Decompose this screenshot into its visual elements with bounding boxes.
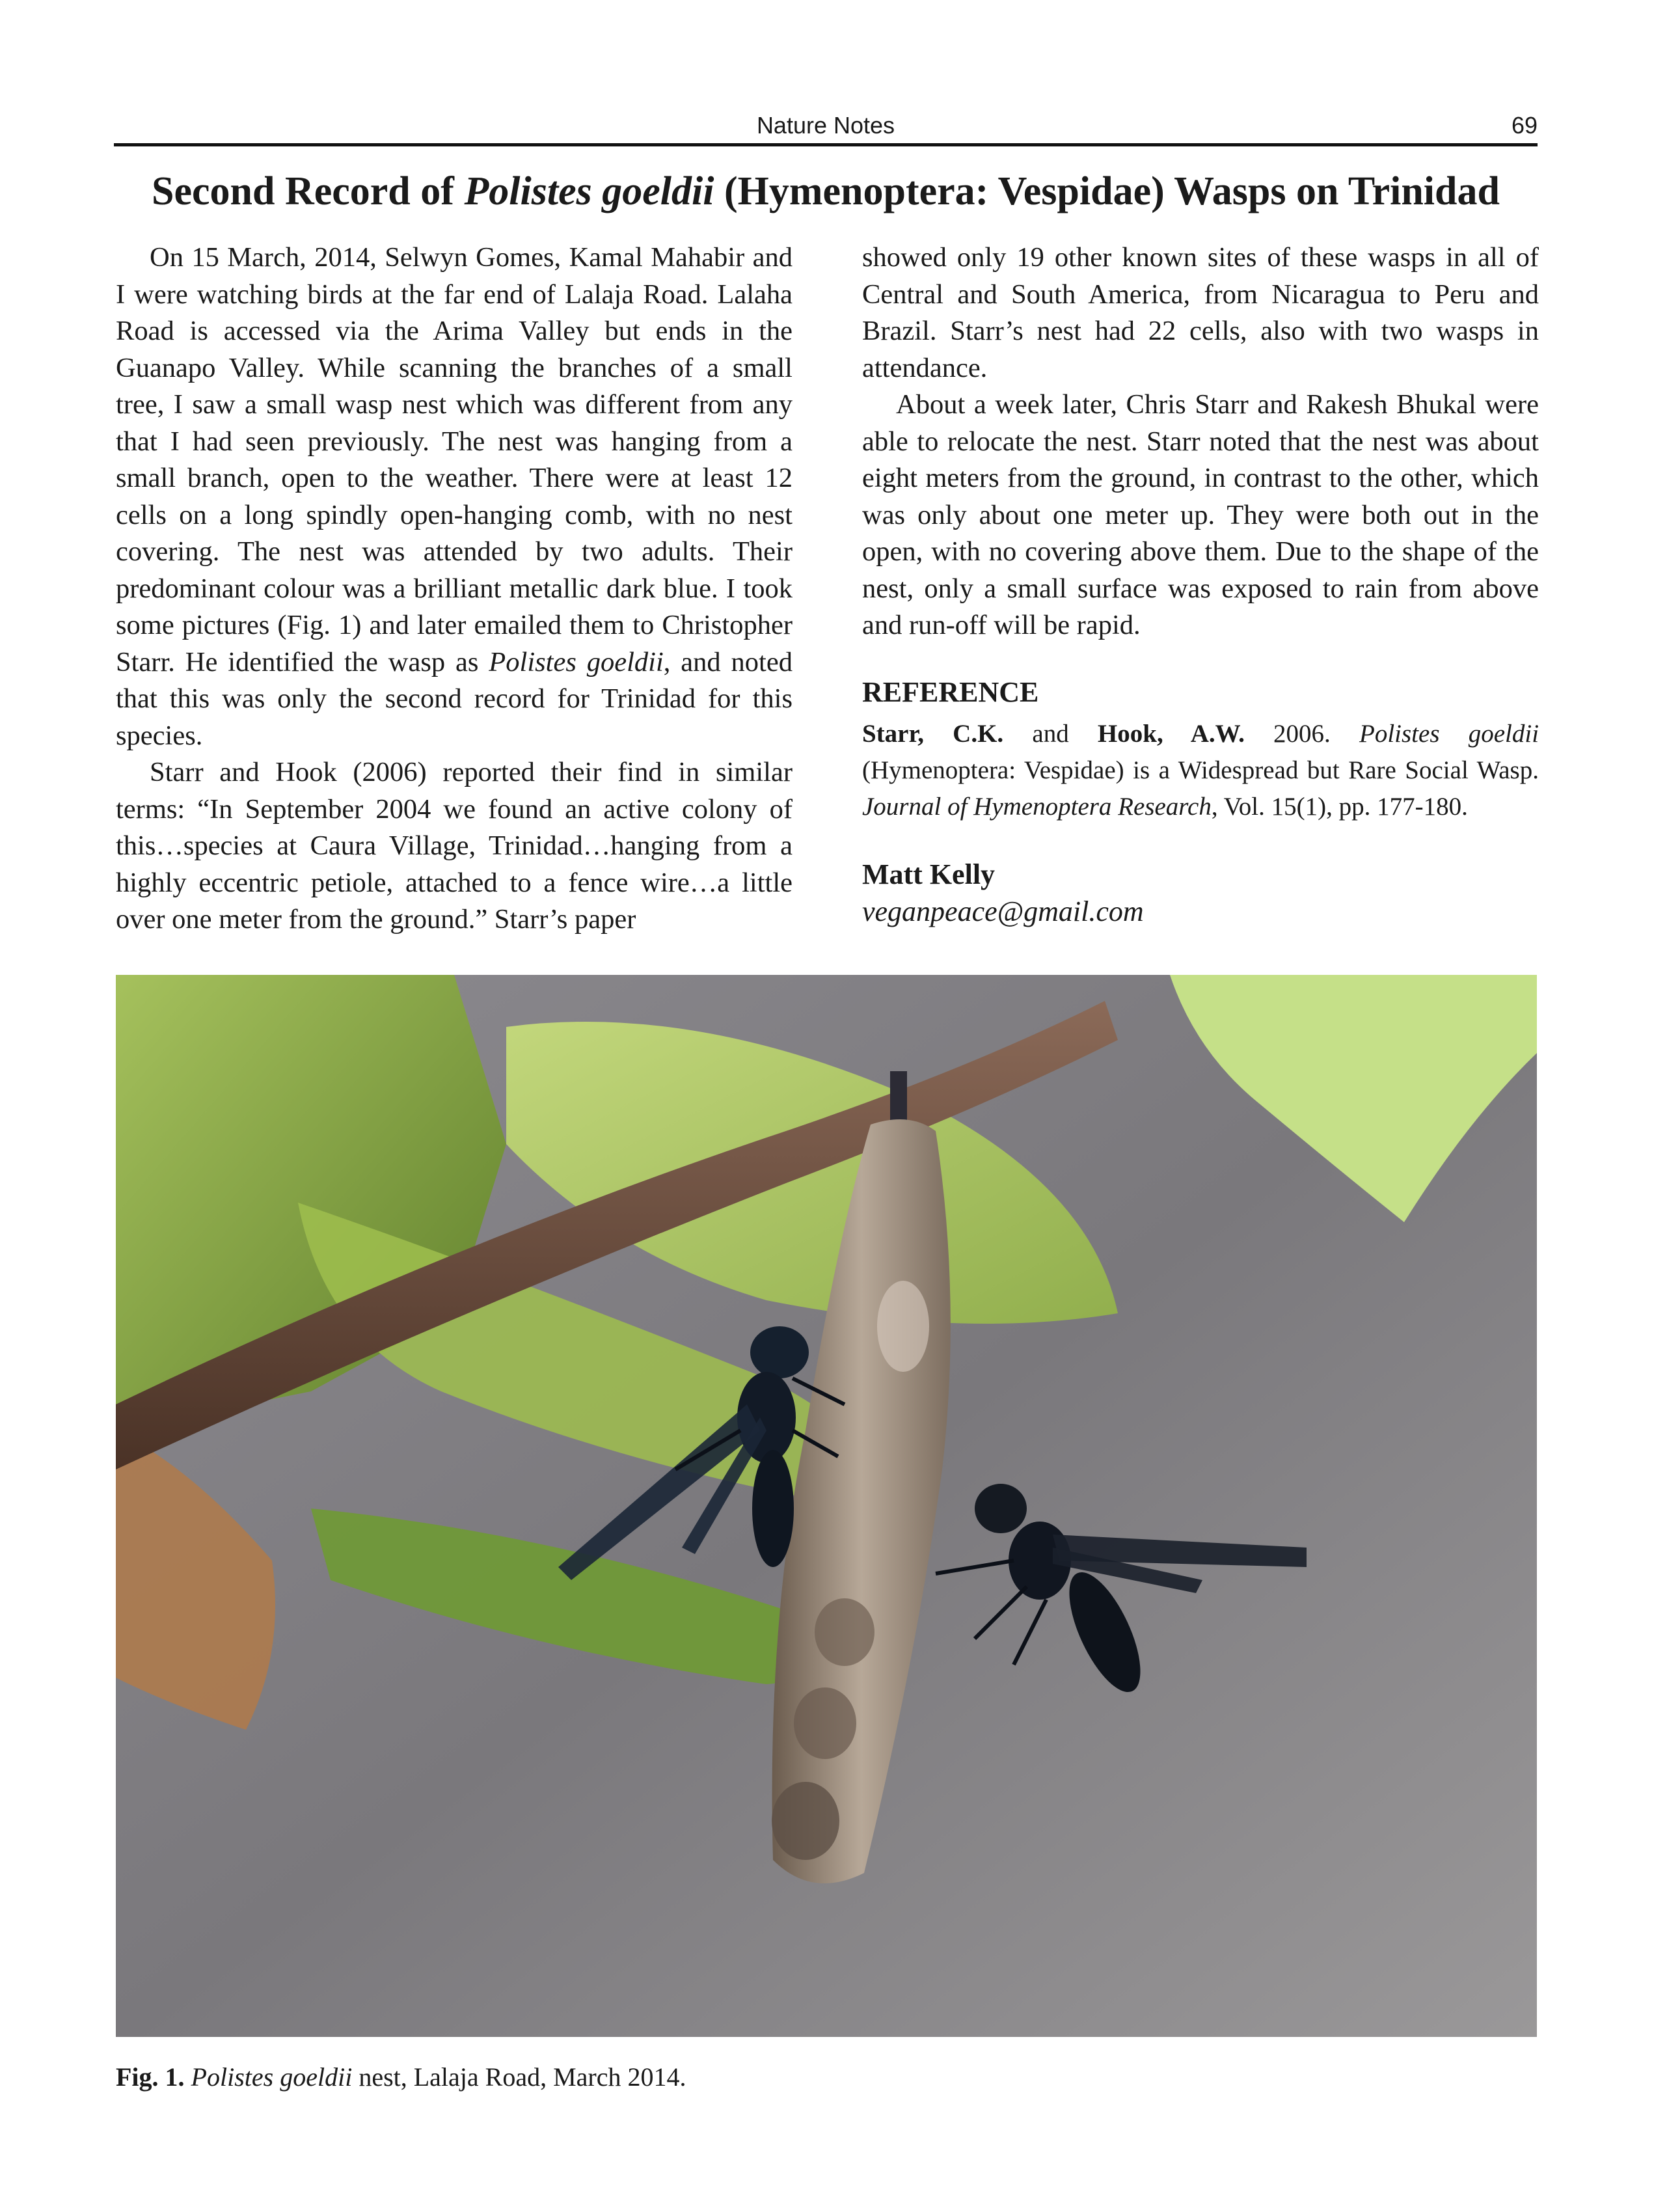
reference-heading: REFERENCE — [862, 676, 1039, 708]
running-head — [114, 109, 1538, 146]
author-email: veganpeace@gmail.com — [862, 895, 1144, 927]
reference-title: (Hymenoptera: Vespidae) is a Widespread but Rare Social Wasp. — [862, 756, 1539, 784]
paragraph-1-species: Polistes goeldii — [489, 646, 664, 677]
reference-author-2: Hook, A.W. — [1097, 720, 1245, 748]
title-suffix: (Hymenoptera: Vespidae) Wasps on Trinidad — [714, 169, 1500, 213]
caption-species: Polistes goeldii — [191, 2062, 353, 2092]
paragraph-1-end: , and noted that this was only the second record for Trinidad for this species. — [116, 646, 793, 751]
wasp-nest-photo — [116, 975, 1537, 2037]
author-name: Matt Kelly — [862, 858, 996, 890]
figure-photo — [116, 975, 1537, 2037]
figure-caption — [116, 2062, 686, 2092]
reference-title-species: Polistes goeldii — [1359, 720, 1539, 748]
reference-entry — [862, 716, 1539, 825]
reference-journal: Journal of Hymenoptera Research — [862, 793, 1212, 821]
title-species: Polistes goeldii — [464, 169, 714, 213]
reference-author-1: Starr, C.K. — [862, 720, 1004, 748]
journal-section-name: Nature Notes — [756, 112, 895, 139]
paragraph-2: Starr and Hook (2006) reported their find in similar terms: “In September 2004 we found an active colony of this…species at Caura Village, Trinidad…hanging from a highly eccentric petiole, attached to a fence wire…a little over one meter from the ground.” Starr’s paper — [116, 757, 793, 935]
article-title — [114, 165, 1538, 217]
figure-label: Fig. 1. — [116, 2062, 185, 2092]
reference-and: and — [1003, 720, 1098, 748]
page-number: 69 — [1511, 112, 1538, 139]
paragraph-1 — [116, 239, 793, 754]
reference-year: 2006. — [1244, 720, 1360, 748]
right-column — [862, 239, 1539, 644]
paragraph-2-continued: showed only 19 other known sites of these wasps in all of Central and South America, from Nicaragua to Peru and Brazil. Starr’s nest had 22 cells, also with two wasps in attendance. — [862, 242, 1539, 383]
caption-text: nest, Lalaja Road, March 2014. — [352, 2062, 686, 2092]
reference-details: , Vol. 15(1), pp. 177-180. — [1211, 793, 1468, 821]
paragraph-3: About a week later, Chris Starr and Rakesh Bhukal were able to relocate the nest. Starr noted that the nest was about eight meters from the ground, in contrast to the other, which was only about one meter up. They were both out in the open, with no covering above them. Due to the shape of the nest, only a small surface was exposed to rain from above and run-off will be rapid. — [862, 389, 1539, 640]
left-column — [116, 239, 793, 938]
title-prefix: Second Record of — [151, 169, 465, 213]
paragraph-1-text: On 15 March, 2014, Selwyn Gomes, Kamal Mahabir and I were watching birds at the far end of Lalaja Road. Lalaha Road is accessed via the Arima Valley but ends in the Guanapo Valley. While scanning the branches of a small tree, I saw a small wasp nest which was different from any that I had seen previously. The nest was hanging from a small branch, open to the weather. There were at least 12 cells on a long spindly open-hanging comb, with no nest covering. The nest was attended by two adults. Their predominant colour was a brilliant metallic dark blue. I took some pictures (Fig. 1) and later emailed them to Christopher Starr. He identified the wasp as — [116, 242, 793, 677]
